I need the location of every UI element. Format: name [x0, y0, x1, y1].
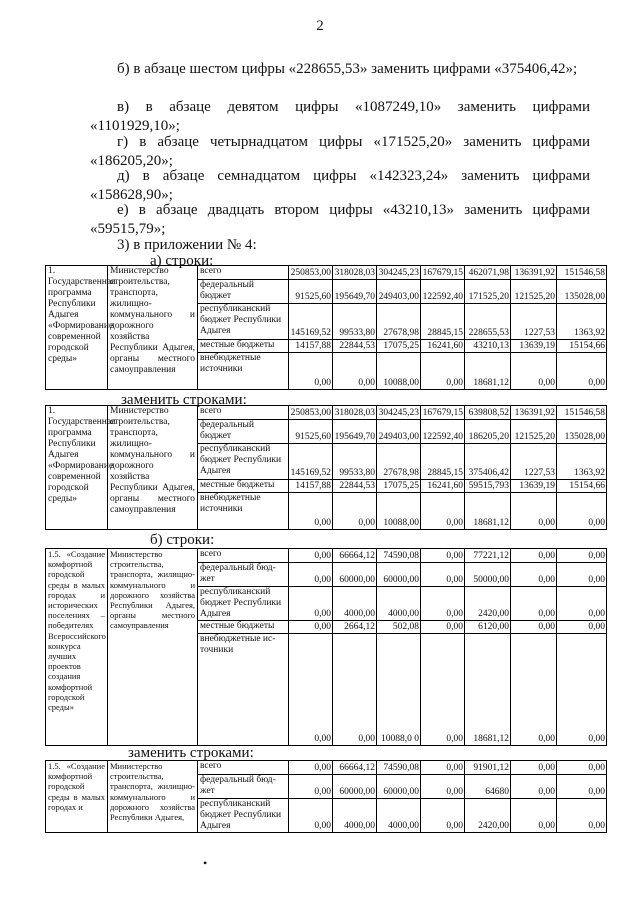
value-cell: 228655,53: [465, 304, 511, 340]
value-cell: 1227,53: [511, 444, 557, 480]
value-cell: 60000,00: [333, 563, 377, 587]
row-label-federal: федеральный бюджет: [198, 420, 289, 444]
value-cell: 13639,19: [511, 340, 557, 353]
value-cell: 0,00: [421, 587, 465, 621]
row-label-local: местные бюджеты: [198, 480, 289, 493]
paragraph-v: в) в абзаце девятом цифры «1087249,10» заменить цифрами «1101929,10»;: [90, 99, 590, 134]
label-b-rows: б) строки:: [150, 532, 215, 548]
value-cell: 43210,13: [465, 340, 511, 353]
value-cell: 0,00: [511, 634, 557, 746]
value-cell: 0,00: [289, 634, 333, 746]
value-cell: 145169,52: [289, 304, 333, 340]
value-cell: 18681,12: [465, 493, 511, 530]
value-cell: 0,00: [511, 775, 557, 799]
value-cell: 0,00: [333, 493, 377, 530]
value-cell: 99533,80: [333, 304, 377, 340]
value-cell: 136391,92: [511, 266, 557, 280]
value-cell: 0,00: [511, 799, 557, 833]
table-a-replacement: [45, 405, 607, 530]
row-label-republic: республиканский бюджет Республики Адыгея: [198, 304, 289, 340]
executor-cell: Министерство строительства, транспорта, жилищно-коммунального и дорожного хозяйства Республики Адыгея,: [108, 761, 198, 833]
value-cell: 4000,00: [333, 587, 377, 621]
value-cell: 167679,15: [421, 406, 465, 420]
value-cell: 121525,20: [511, 420, 557, 444]
value-cell: 17075,25: [377, 340, 421, 353]
measure-name-cell: 1.5. «Создание комфортной городской среды в малых городах и исторических поселениях – победителях Всероссийского конкурса лучших проектов создания комфортной городской среды»: [46, 549, 108, 746]
value-cell: 171525,20: [465, 280, 511, 304]
value-cell: 0,00: [421, 775, 465, 799]
value-cell: 0,00: [557, 587, 607, 621]
label-replace-2: заменить строками:: [128, 745, 254, 761]
value-cell: 304245,23: [377, 406, 421, 420]
value-cell: 4000,00: [333, 799, 377, 833]
paragraph-e: е) в абзаце двадцать втором цифры «43210,13» заменить цифрами «59515,79»;: [90, 202, 590, 237]
value-cell: 91525,60: [289, 420, 333, 444]
row-label-federal: федеральный бюд-жет: [198, 563, 289, 587]
row-label-republic: республиканский бюджет Республики Адыгея: [198, 444, 289, 480]
value-cell: 0,00: [557, 799, 607, 833]
program-name-cell: 1. Государственная программа Республики Адыгея «Формирование современной городской среды»: [46, 406, 108, 530]
value-cell: 375406,42: [465, 444, 511, 480]
row-label-local: местные бюджеты: [198, 621, 289, 634]
value-cell: 10088,0 0: [377, 634, 421, 746]
value-cell: 151546,58: [557, 406, 607, 420]
value-cell: 195649,70: [333, 280, 377, 304]
value-cell: 60000,00: [333, 775, 377, 799]
value-cell: 2420,00: [465, 587, 511, 621]
value-cell: 0,00: [557, 761, 607, 775]
value-cell: 74590,08: [377, 549, 421, 563]
value-cell: 135028,00: [557, 280, 607, 304]
label-a-rows: а) строки:: [150, 253, 214, 269]
value-cell: 28845,15: [421, 304, 465, 340]
value-cell: 60000,00: [377, 563, 421, 587]
value-cell: 121525,20: [511, 280, 557, 304]
stray-mark: •: [203, 856, 208, 870]
value-cell: 27678,98: [377, 444, 421, 480]
row-label-extra: внебюджетные ис-точники: [198, 634, 289, 746]
value-cell: 0,00: [511, 353, 557, 390]
value-cell: 0,00: [557, 493, 607, 530]
executor-cell: Министерство строительства, транспорта, жилищно-коммунального и дорожного хозяйства Республики Адыгея, органы местного самоуправления: [108, 266, 198, 390]
paragraph-appendix: 3) в приложении № 4:: [117, 237, 257, 253]
row-label-republic: республиканский бюджет Республики Адыгея: [198, 587, 289, 621]
row-label-total: всего: [198, 406, 289, 420]
value-cell: 16241,60: [421, 340, 465, 353]
row-label-total: всего: [198, 761, 289, 775]
page-number: 2: [316, 18, 324, 34]
value-cell: 15154,66: [557, 340, 607, 353]
value-cell: 59515,793: [465, 480, 511, 493]
value-cell: 18681,12: [465, 353, 511, 390]
value-cell: 16241,60: [421, 480, 465, 493]
value-cell: 18681,12: [465, 634, 511, 746]
value-cell: 145169,52: [289, 444, 333, 480]
value-cell: 0,00: [289, 799, 333, 833]
value-cell: 91525,60: [289, 280, 333, 304]
row-label-republic: республиканский бюджет Республики Адыгея: [198, 799, 289, 833]
value-cell: 250853,00: [289, 266, 333, 280]
value-cell: 1227,53: [511, 304, 557, 340]
value-cell: 250853,00: [289, 406, 333, 420]
value-cell: 249403,00: [377, 280, 421, 304]
value-cell: 0,00: [333, 634, 377, 746]
row-label-total: всего: [198, 549, 289, 563]
value-cell: 0,00: [557, 549, 607, 563]
value-cell: 186205,20: [465, 420, 511, 444]
value-cell: 0,00: [511, 549, 557, 563]
value-cell: 249403,00: [377, 420, 421, 444]
value-cell: 66664,12: [333, 549, 377, 563]
program-name-cell: 1. Государственная программа Республики Адыгея «Формирование современной городской среды»: [46, 266, 108, 390]
value-cell: 639808,52: [465, 406, 511, 420]
value-cell: 60000,00: [377, 775, 421, 799]
value-cell: 0,00: [289, 587, 333, 621]
value-cell: 28845,15: [421, 444, 465, 480]
value-cell: 0,00: [557, 563, 607, 587]
value-cell: 10088,00: [377, 353, 421, 390]
value-cell: 0,00: [289, 621, 333, 634]
value-cell: 64680: [465, 775, 511, 799]
value-cell: 304245,23: [377, 266, 421, 280]
value-cell: 0,00: [511, 563, 557, 587]
row-label-local: местные бюджеты: [198, 340, 289, 353]
value-cell: 2664,12: [333, 621, 377, 634]
executor-cell: Министерство строительства, транспорта, жилищно-коммунального и дорожного хозяйства Республики Адыгея, органы местного самоуправления: [108, 406, 198, 530]
value-cell: 136391,92: [511, 406, 557, 420]
value-cell: 50000,00: [465, 563, 511, 587]
value-cell: 4000,00: [377, 587, 421, 621]
value-cell: 13639,19: [511, 480, 557, 493]
value-cell: 0,00: [511, 587, 557, 621]
value-cell: 0,00: [511, 493, 557, 530]
value-cell: 0,00: [421, 493, 465, 530]
row-label-total: всего: [198, 266, 289, 280]
value-cell: 0,00: [333, 353, 377, 390]
value-cell: 0,00: [421, 353, 465, 390]
value-cell: 0,00: [557, 621, 607, 634]
value-cell: 135028,00: [557, 420, 607, 444]
table-b-replacement: [45, 760, 607, 833]
value-cell: 195649,70: [333, 420, 377, 444]
value-cell: 0,00: [511, 761, 557, 775]
value-cell: 27678,98: [377, 304, 421, 340]
value-cell: 0,00: [421, 761, 465, 775]
value-cell: 74590,08: [377, 761, 421, 775]
paragraph-g: г) в абзаце четырнадцатом цифры «171525,20» заменить цифрами «186205,20»;: [90, 134, 590, 169]
value-cell: 0,00: [289, 563, 333, 587]
value-cell: 1363,92: [557, 444, 607, 480]
value-cell: 0,00: [421, 634, 465, 746]
value-cell: 2420,00: [465, 799, 511, 833]
measure-name-cell: 1.5. «Создание комфортной городской среды в малых городах и: [46, 761, 108, 833]
value-cell: 14157,88: [289, 480, 333, 493]
value-cell: 0,00: [421, 799, 465, 833]
label-replace-1: заменить строками:: [121, 392, 247, 408]
value-cell: 15154,66: [557, 480, 607, 493]
value-cell: 1363,92: [557, 304, 607, 340]
value-cell: 4000,00: [377, 799, 421, 833]
value-cell: 0,00: [557, 353, 607, 390]
value-cell: 122592,40: [421, 280, 465, 304]
table-a-original: [45, 265, 607, 390]
value-cell: 0,00: [511, 621, 557, 634]
paragraph-d: д) в абзаце семнадцатом цифры «142323,24» заменить цифрами «158628,90»;: [90, 168, 590, 203]
value-cell: 0,00: [289, 549, 333, 563]
value-cell: 0,00: [289, 761, 333, 775]
value-cell: 0,00: [289, 493, 333, 530]
row-label-extra: внебюджетные источники: [198, 353, 289, 390]
value-cell: 502,08: [377, 621, 421, 634]
value-cell: 0,00: [421, 563, 465, 587]
value-cell: 151546,58: [557, 266, 607, 280]
value-cell: 6120,00: [465, 621, 511, 634]
row-label-extra: внебюджетные источники: [198, 493, 289, 530]
value-cell: 318028,03: [333, 266, 377, 280]
value-cell: 167679,15: [421, 266, 465, 280]
value-cell: 122592,40: [421, 420, 465, 444]
value-cell: 14157,88: [289, 340, 333, 353]
value-cell: 99533,80: [333, 444, 377, 480]
value-cell: 0,00: [289, 775, 333, 799]
paragraph-b: б) в абзаце шестом цифры «228655,53» заменить цифрами «375406,42»;: [117, 61, 578, 77]
value-cell: 0,00: [557, 634, 607, 746]
row-label-federal: федеральный бюджет: [198, 280, 289, 304]
value-cell: 0,00: [421, 621, 465, 634]
value-cell: 22844,53: [333, 480, 377, 493]
value-cell: 77221,12: [465, 549, 511, 563]
table-b-original: [45, 548, 607, 746]
value-cell: 17075,25: [377, 480, 421, 493]
value-cell: 0,00: [289, 353, 333, 390]
value-cell: 318028,03: [333, 406, 377, 420]
value-cell: 66664,12: [333, 761, 377, 775]
value-cell: 91901,12: [465, 761, 511, 775]
row-label-federal: федеральный бюд-жет: [198, 775, 289, 799]
value-cell: 0,00: [557, 775, 607, 799]
executor-cell: Министерство строительства, транспорта, жилищно-коммунального и дорожного хозяйства Республики Адыгея, органы местного самоуправления: [108, 549, 198, 746]
value-cell: 0,00: [421, 549, 465, 563]
value-cell: 22844,53: [333, 340, 377, 353]
value-cell: 10088,00: [377, 493, 421, 530]
value-cell: 462071,98: [465, 266, 511, 280]
